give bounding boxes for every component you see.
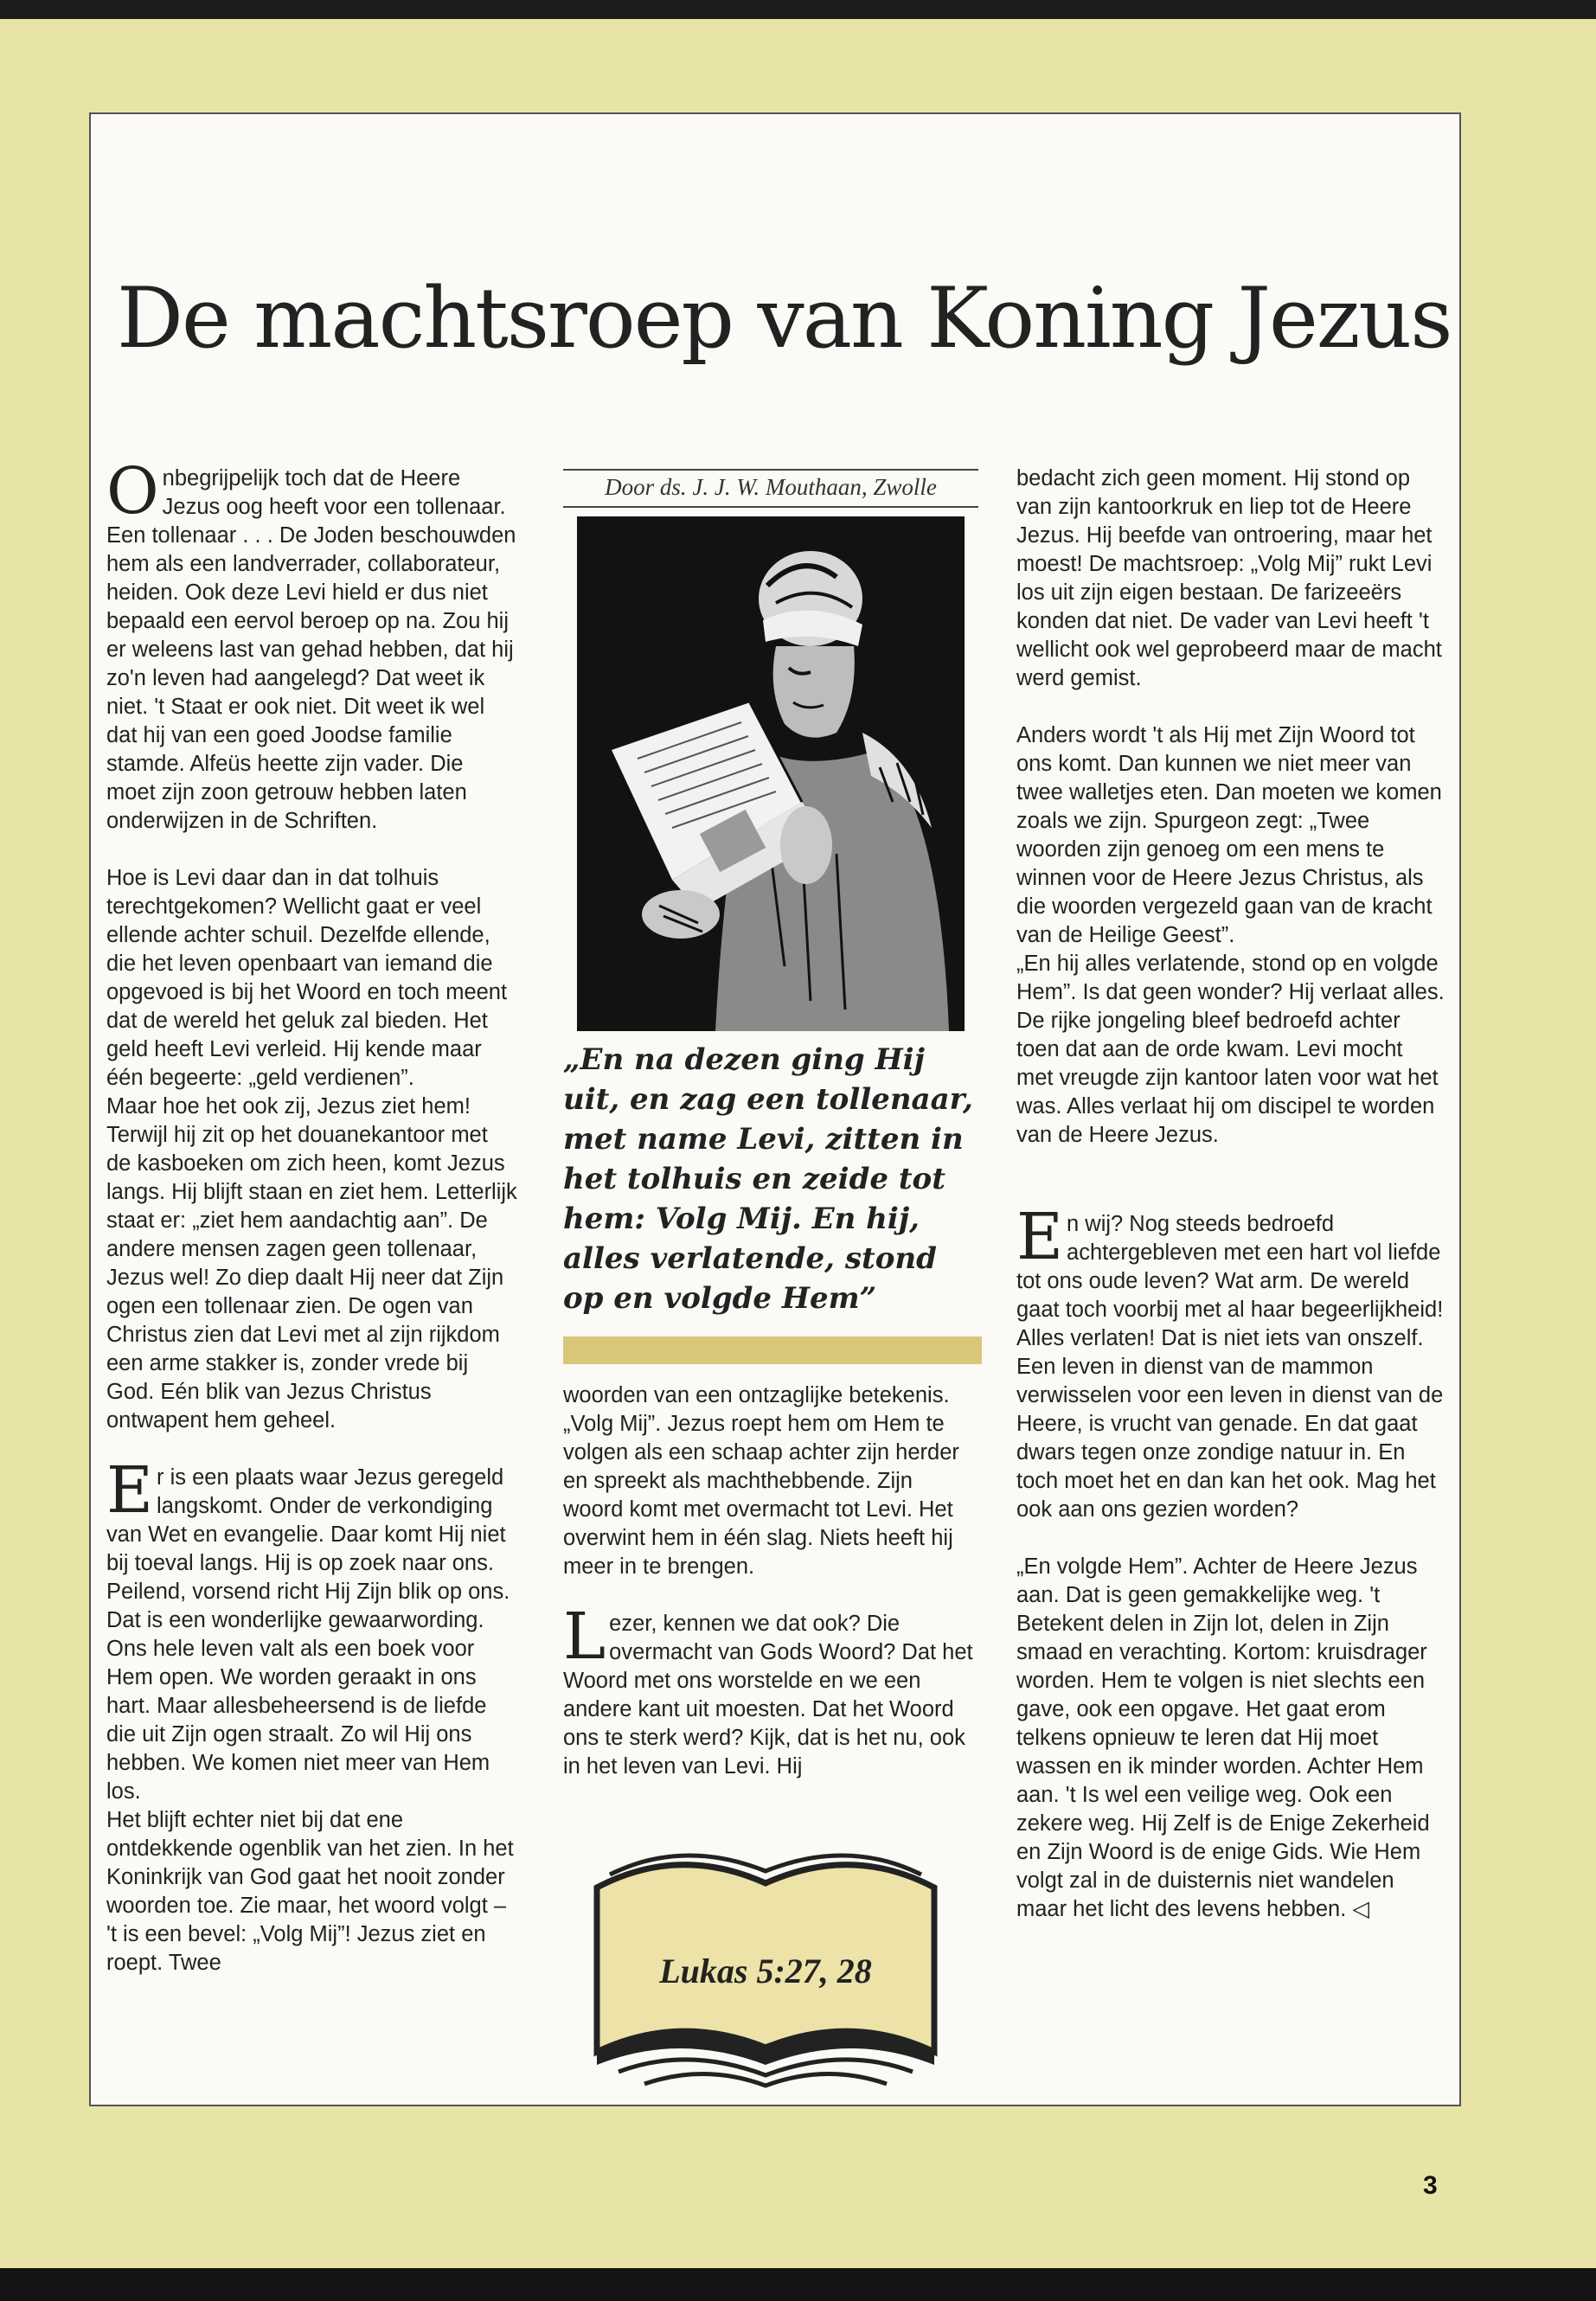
column-1 [106,454,517,2006]
paragraph: Er is een plaats waar Jezus geregeld langskomt. Onder de verkondiging van Wet en evangelie. Daar komt Hij niet bij toeval langs. Hij is op zoek naar ons. Peilend, vorsend richt Hij Zijn blik op ons. Dat is een wonderlijke gewaarwording. Ons hele leven valt als een boek voor Hem open. We worden geraakt in ons hart. Maar allesbeheersend is de liefde die uit Zijn ogen straalt. Zo wil Hij ons hebben. We komen niet meer van Hem los. [106,1453,510,1804]
paragraph: „En volgde Hem”. Achter de Heere Jezus aan. Dat is geen gemakkelijke weg. 't Betekent delen in Zijn lot, delen in Zijn smaad en verachting. Kortom: kruisdrager worden. Hem te volgen is niet slechts een gave, ook een opgave. Het gaat erom telkens opnieuw te leren dat Hij moet wassen en ik minder worden. Achter Hem aan. 't Is wel een veilige weg. Ook een zekere weg. Hij Zelf is de Enige Zekerheid en Zijn Woord is de enige Gids. Wie Hem volgt zal in de duisternis niet wandelen maar het licht des levens hebben. ◁ [1016,1554,1430,1921]
illustration-old-woman-reading [577,516,965,1031]
article-title: De machtsroep van Koning Jezus [117,270,1452,368]
column-2 [563,1381,978,1810]
pull-quote: „En na dezen ging Hij uit, en zag een tollenaar, met name Levi, zitten in het tolhuis en zeide tot hem: Volg Mij. En hij, alles verlatende, stond op en volgde Hem” [563,1042,973,1316]
paragraph: Onbegrijpelijk toch dat de Heere Jezus oog heeft voor een tollenaar. Een tollenaar . . . De Joden beschouwden hem als een landverrader, collaborateur, heiden. Ook deze Levi hield er dus niet bepaald een eervol beroep op na. Zou hij er weleens last van gehad hebben, dat hij zo'n leven had aangelegd? Dat weet ik niet. 't Staat er ook niet. Dit weet ik wel dat hij van een goed Joodse familie stamde. Alfeüs heette zijn vader. Die moet zijn zoon getrouw hebben laten onderwijzen in de Schriften. [106,454,516,833]
paragraph: „En hij alles verlatende, stond op en volgde Hem”. Is dat geen wonder? Hij verlaat alles. De rijke jongeling bleef bedroefd achter toen dat aan de orde kwam. Levi mocht met vreugde zijn kantoor laten voor wat het was. Alles verlaat hij om discipel te worden van de Heere Jezus. [1016,952,1445,1147]
article-frame [89,112,1461,2106]
paragraph: Anders wordt 't als Hij met Zijn Woord tot ons komt. Dan kunnen we niet meer van twee walletjes eten. Dan moeten we komen zoals we zijn. Spurgeon zegt: „Twee woorden zijn genoeg om een mens te winnen voor de Heere Jezus Christus, als die woorden vergezeld gaan van de kracht van de Heilige Geest”. [1016,723,1442,947]
accent-bar [563,1336,982,1364]
scripture-reference: Lukas 5:27, 28 [659,1952,872,1990]
byline: Door ds. J. J. W. Mouthaan, Zwolle [563,469,978,508]
woodcut-illustration [577,516,965,1031]
paragraph: Maar hoe het ook zij, Jezus ziet hem! Terwijl hij zit op het douanekantoor met de kasboeken om zich heen, komt Jezus langs. Hij blijft staan en ziet hem. Letterlijk staat er: „ziet hem aandachtig aan”. De andere mensen zagen geen tollenaar, Jezus wel! Zo diep daalt Hij neer dat Zijn ogen een tollenaar zien. De ogen van Christus zien dat Levi met al zijn rijkdom een arme stakker is, zonder vrede bij God. Eén blik van Jezus Christus ontwapent hem geheel. [106,1094,517,1433]
paragraph: Hoe is Levi daar dan in dat tolhuis terechtgekomen? Wellicht gaat er veel ellende achter schuil. Dezelfde ellende, die het leven openbaart van iemand die opgevoed is bij het Woord en toch meent dat de wereld het geluk zal bieden. Het geld heeft Levi verleid. Hij kende maar één begeerte: „geld verdienen”. [106,866,508,1090]
top-scan-edge [0,0,1596,19]
paragraph: En wij? Nog steeds bedroefd achtergebleven met een hart vol liefde tot ons oude leven? Wat arm. De wereld gaat toch voorbij met al haar begeerlijkheid! Alles verlaten! Dat is niet iets van onszelf. Een leven in dienst van de mammon verwisselen voor een leven in dienst van de Heere, is vrucht van genade. En dat gaat dwars tegen onze zondige natuur in. En toch moet het en dan kan het ook. Mag het ook aan ons gezien worden? [1016,1200,1444,1522]
column-3 [1016,465,1445,1952]
paragraph: Het blijft echter niet bij dat ene ontdekkende ogenblik van het zien. In het Koninkrijk van God gaat het nooit zonder woorden toe. Zie maar, het woord volgt – 't is een bevel: „Volg Mij”! Jezus ziet en roept. Twee [106,1808,514,1975]
page-number: 3 [1423,2171,1438,2200]
drop-cap: O [106,454,159,529]
drop-cap: E [1016,1200,1064,1274]
paragraph: woorden van een ontzaglijke betekenis. „Volg Mij”. Jezus roept hem om Hem te volgen als een schaap achter zijn herder en spreekt als machthebbende. Zijn woord komt met overmacht tot Levi. Het overwint hem in één slag. Niets heeft hij meer in te brengen. [563,1383,959,1579]
drop-cap: E [106,1453,154,1528]
scripture-reference-box [584,1849,947,2091]
bottom-scan-edge [0,2268,1596,2301]
drop-cap: L [563,1599,606,1674]
paragraph: bedacht zich geen moment. Hij stond op van zijn kantoorkruk en liep tot de Heere Jezus. Hij beefde van ontroering, maar het moest! De machtsroep: „Volg Mij” rukt Levi los uit zijn eigen bestaan. De farizeeërs konden dat niet. De vader van Levi heeft 't wellicht ook wel geprobeerd maar de macht werd gemist. [1016,466,1442,690]
paragraph: Lezer, kennen we dat ook? Die overmacht van Gods Woord? Dat het Woord met ons worstelde en we een andere kant uit moesten. Dat het Woord ons te sterk werd? Kijk, dat is het nu, ook in het leven van Levi. Hij [563,1599,973,1779]
